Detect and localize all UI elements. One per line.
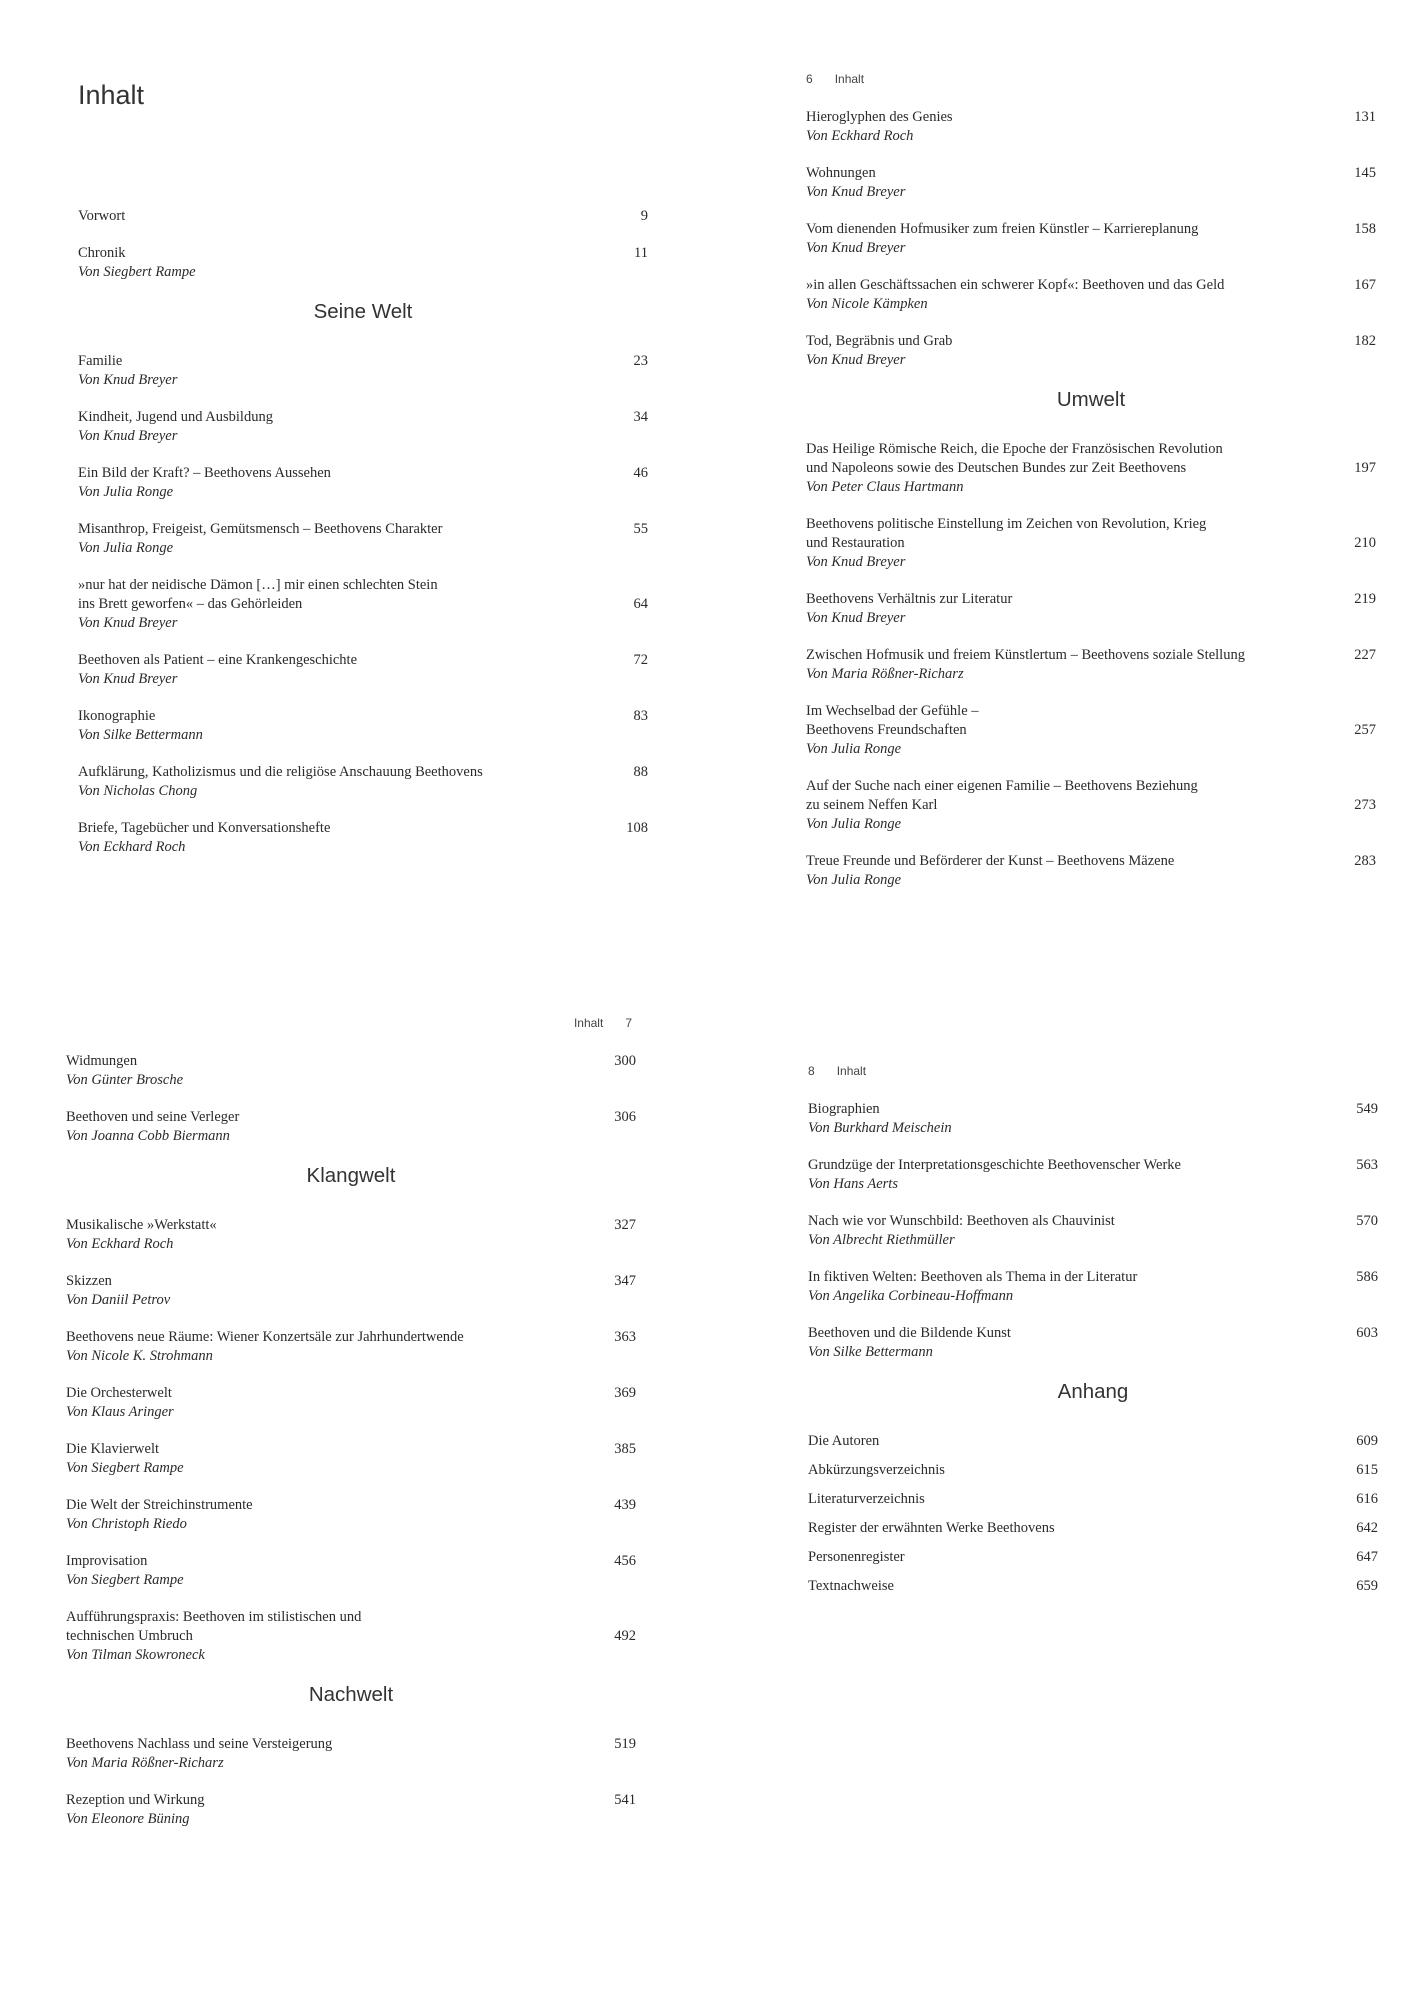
entry-title: Beethovens Verhältnis zur Literatur	[806, 591, 1013, 607]
entry-page-number: 83	[633, 708, 648, 724]
entry-page-number: 603	[1356, 1325, 1378, 1341]
toc-entry-text	[808, 1548, 905, 1567]
entry-title: Die Welt der Streichinstrumente	[66, 1497, 253, 1513]
toc-entry	[66, 1440, 636, 1478]
entry-author: Von Silke Bettermann	[808, 1344, 933, 1360]
toc-entry-text	[66, 1735, 332, 1773]
toc-list	[66, 1052, 636, 1829]
toc-entry-text	[808, 1324, 1011, 1362]
toc-entry-text	[806, 332, 952, 370]
entry-page-number: 182	[1354, 333, 1376, 349]
entry-title: Chronik	[78, 245, 126, 261]
entry-title: Treue Freunde und Beförderer der Kunst – Beethovens Mäzene	[806, 853, 1175, 869]
entry-title: Wohnungen	[806, 165, 876, 181]
section-heading: Seine Welt	[313, 300, 413, 323]
entry-page-number: 549	[1356, 1101, 1378, 1117]
toc-entry	[806, 276, 1376, 314]
entry-page-number: 615	[1356, 1462, 1378, 1478]
page-title: Inhalt	[78, 80, 145, 110]
entry-page-number: 385	[614, 1441, 636, 1457]
entry-author: Von Knud Breyer	[806, 610, 906, 626]
toc-entry	[808, 1156, 1378, 1194]
entry-title: Abkürzungsverzeichnis	[808, 1462, 945, 1478]
toc-entry	[78, 352, 648, 390]
toc-entry-text	[78, 408, 273, 446]
entry-author: Von Julia Ronge	[806, 741, 902, 757]
entry-title: Hieroglyphen des Genies	[806, 109, 953, 125]
entry-title: Rezeption und Wirkung	[66, 1792, 205, 1808]
entry-page-number: 219	[1354, 591, 1376, 607]
toc-entry-text	[78, 576, 438, 633]
toc-entry	[808, 1432, 1378, 1451]
entry-page-number: 108	[626, 820, 648, 836]
entry-author: Von Klaus Aringer	[66, 1404, 174, 1420]
entry-page-number: 210	[1354, 535, 1376, 551]
entry-page-number: 563	[1356, 1157, 1378, 1173]
entry-author: Von Siegbert Rampe	[66, 1572, 184, 1588]
entry-title: Register der erwähnten Werke Beethovens	[808, 1520, 1055, 1536]
toc-entry	[806, 777, 1376, 834]
entry-author: Von Eleonore Büning	[66, 1811, 190, 1827]
entry-author: Von Julia Ronge	[806, 872, 902, 888]
entry-title: Die Orchesterwelt	[66, 1385, 172, 1401]
entry-author: Von Burkhard Meischein	[808, 1120, 952, 1136]
toc-entry-text	[78, 520, 442, 558]
toc-entry-text	[66, 1216, 217, 1254]
page-number: 7	[625, 1016, 632, 1030]
entry-title: Auf der Suche nach einer eigenen Familie – Beethovens Beziehung zu seinem Neffen Karl	[806, 778, 1198, 813]
toc-entry	[806, 646, 1376, 684]
entry-page-number: 647	[1356, 1549, 1378, 1565]
entry-author: Von Christoph Riedo	[66, 1516, 187, 1532]
entry-title: Im Wechselbad der Gefühle – Beethovens Freundschaften	[806, 703, 979, 738]
toc-entry	[808, 1268, 1378, 1306]
toc-page-5	[78, 72, 648, 875]
entry-page-number: 586	[1356, 1269, 1378, 1285]
entry-author: Von Julia Ronge	[806, 816, 902, 832]
toc-entry	[78, 651, 648, 689]
entry-page-number: 131	[1354, 109, 1376, 125]
entry-title: Literaturverzeichnis	[808, 1491, 925, 1507]
entry-title: Das Heilige Römische Reich, die Epoche der Französischen Revolution und Napoleons sowie des Deutschen Bundes zur Zeit Beethovens	[806, 441, 1223, 476]
toc-entry	[808, 1577, 1378, 1596]
toc-entry-text	[66, 1328, 464, 1366]
toc-entry	[808, 1100, 1378, 1138]
entry-author: Von Eckhard Roch	[78, 839, 186, 855]
entry-page-number: 300	[614, 1053, 636, 1069]
toc-entry-text	[66, 1108, 239, 1146]
toc-entry-text	[808, 1100, 952, 1138]
toc-entry	[66, 1216, 636, 1254]
toc-entry-text	[806, 164, 905, 202]
entry-author: Von Angelika Corbineau-Hoffmann	[808, 1288, 1014, 1304]
entry-title: Widmungen	[66, 1053, 138, 1069]
entry-page-number: 72	[633, 652, 648, 668]
toc-entry-text	[806, 852, 1174, 890]
toc-page-6	[806, 72, 1376, 908]
entry-author: Von Knud Breyer	[78, 372, 178, 388]
section-heading: Umwelt	[1056, 388, 1126, 411]
toc-entry	[78, 819, 648, 857]
entry-author: Von Maria Rößner-Richarz	[66, 1755, 224, 1771]
toc-page-8	[808, 1064, 1378, 1606]
toc-entry-text	[78, 819, 330, 857]
entry-page-number: 46	[633, 465, 648, 481]
entry-page-number: 88	[633, 764, 648, 780]
entry-title: Aufführungspraxis: Beethoven im stilistischen und technischen Umbruch	[66, 1609, 362, 1644]
entry-page-number: 347	[614, 1273, 636, 1289]
entry-title: Musikalische »Werkstatt«	[66, 1217, 217, 1233]
running-header-label: Inhalt	[573, 1016, 604, 1030]
entry-title: Skizzen	[66, 1273, 112, 1289]
toc-entry-text	[806, 646, 1245, 684]
entry-title: Die Autoren	[808, 1433, 880, 1449]
entry-title: Misanthrop, Freigeist, Gemütsmensch – Beethovens Charakter	[78, 521, 443, 537]
toc-entry-text	[78, 763, 483, 801]
toc-entry-text	[66, 1440, 184, 1478]
toc-entry	[78, 244, 648, 282]
entry-title: Improvisation	[66, 1553, 148, 1569]
toc-entry	[66, 1496, 636, 1534]
toc-entry	[806, 108, 1376, 146]
entry-page-number: 659	[1356, 1578, 1378, 1594]
toc-entry-text	[78, 244, 196, 282]
toc-entry	[806, 440, 1376, 497]
entry-page-number: 363	[614, 1329, 636, 1345]
toc-entry-text	[66, 1052, 183, 1090]
toc-entry-text	[808, 1577, 894, 1596]
section-heading: Anhang	[1057, 1380, 1129, 1403]
entry-title: Briefe, Tagebücher und Konversationshefte	[78, 820, 331, 836]
toc-entry	[66, 1272, 636, 1310]
entry-title: Familie	[78, 353, 123, 369]
entry-author: Von Knud Breyer	[78, 428, 178, 444]
toc-entry	[806, 164, 1376, 202]
toc-entry	[78, 408, 648, 446]
toc-entry-text	[806, 440, 1223, 497]
entry-author: Von Knud Breyer	[806, 554, 906, 570]
entry-author: Von Julia Ronge	[78, 540, 174, 556]
entry-page-number: 145	[1354, 165, 1376, 181]
entry-page-number: 369	[614, 1385, 636, 1401]
entry-title: »nur hat der neidische Dämon […] mir einen schlechten Stein ins Brett geworfen« – das Gehörleiden	[78, 577, 438, 612]
entry-page-number: 541	[614, 1792, 636, 1808]
running-header-label: Inhalt	[836, 1064, 867, 1078]
entry-title: Beethoven als Patient – eine Krankengeschichte	[78, 652, 358, 668]
toc-entry-text	[78, 207, 125, 226]
entry-author: Von Knud Breyer	[78, 671, 178, 687]
toc-entry	[806, 590, 1376, 628]
entry-author: Von Knud Breyer	[806, 184, 906, 200]
toc-entry-text	[806, 108, 953, 146]
toc-entry-text	[808, 1490, 925, 1509]
entry-author: Von Peter Claus Hartmann	[806, 479, 964, 495]
entry-title: Beethovens neue Räume: Wiener Konzertsäle zur Jahrhundertwende	[66, 1329, 464, 1345]
toc-entry-text	[78, 707, 203, 745]
entry-page-number: 273	[1354, 797, 1376, 813]
entry-title: Beethovens politische Einstellung im Zeichen von Revolution, Krieg und Restauration	[806, 516, 1207, 551]
toc-entry-text	[806, 777, 1198, 834]
entry-title: In fiktiven Welten: Beethoven als Thema in der Literatur	[808, 1269, 1138, 1285]
entry-title: »in allen Geschäftssachen ein schwerer Kopf«: Beethoven und das Geld	[806, 277, 1225, 293]
page-number: 8	[808, 1064, 815, 1078]
entry-page-number: 23	[633, 353, 648, 369]
entry-page-number: 327	[614, 1217, 636, 1233]
entry-title: Die Klavierwelt	[66, 1441, 160, 1457]
entry-author: Von Knud Breyer	[806, 352, 906, 368]
toc-entry	[808, 1490, 1378, 1509]
entry-title: Biographien	[808, 1101, 880, 1117]
toc-entry	[66, 1108, 636, 1146]
toc-list	[808, 1100, 1378, 1596]
entry-author: Von Siegbert Rampe	[66, 1460, 184, 1476]
toc-entry	[808, 1461, 1378, 1480]
toc-entry-text	[808, 1519, 1055, 1538]
entry-author: Von Tilman Skowroneck	[66, 1647, 205, 1663]
entry-author: Von Albrecht Riethmüller	[808, 1232, 955, 1248]
entry-page-number: 570	[1356, 1213, 1378, 1229]
toc-entry	[66, 1791, 636, 1829]
toc-entry	[806, 702, 1376, 759]
toc-entry	[806, 515, 1376, 572]
toc-entry-text	[66, 1552, 184, 1590]
toc-entry-text	[78, 352, 177, 390]
toc-entry	[78, 707, 648, 745]
running-header	[808, 1064, 1378, 1080]
toc-entry-text	[808, 1432, 879, 1451]
running-header	[806, 72, 1376, 88]
toc-entry-text	[806, 220, 1198, 258]
toc-entry-text	[806, 276, 1224, 314]
page-number: 6	[806, 72, 813, 86]
entry-title: Kindheit, Jugend und Ausbildung	[78, 409, 273, 425]
toc-entry	[78, 207, 648, 226]
entry-author: Von Maria Rößner-Richarz	[806, 666, 964, 682]
entry-title: Tod, Begräbnis und Grab	[806, 333, 953, 349]
toc-entry	[66, 1552, 636, 1590]
entry-title: Beethoven und die Bildende Kunst	[808, 1325, 1011, 1341]
entry-author: Von Nicole Kämpken	[806, 296, 928, 312]
toc-entry	[78, 576, 648, 633]
toc-entry	[808, 1212, 1378, 1250]
toc-entry-text	[66, 1496, 253, 1534]
entry-page-number: 519	[614, 1736, 636, 1752]
toc-list	[78, 207, 648, 857]
toc-entry-text	[808, 1461, 945, 1480]
entry-page-number: 158	[1354, 221, 1376, 237]
entry-page-number: 227	[1354, 647, 1376, 663]
toc-entry	[66, 1735, 636, 1773]
entry-title: Beethoven und seine Verleger	[66, 1109, 240, 1125]
entry-author: Von Eckhard Roch	[66, 1236, 174, 1252]
entry-author: Von Günter Brosche	[66, 1072, 184, 1088]
toc-entry	[66, 1608, 636, 1665]
toc-entry	[66, 1384, 636, 1422]
toc-entry-text	[78, 651, 357, 689]
toc-entry	[66, 1328, 636, 1366]
entry-page-number: 456	[614, 1553, 636, 1569]
entry-author: Von Hans Aerts	[808, 1176, 898, 1192]
entry-author: Von Julia Ronge	[78, 484, 174, 500]
toc-entry	[806, 852, 1376, 890]
section-heading: Nachwelt	[308, 1683, 394, 1706]
entry-author: Von Daniil Petrov	[66, 1292, 171, 1308]
entry-page-number: 64	[633, 596, 648, 612]
toc-entry	[808, 1519, 1378, 1538]
entry-title: Textnachweise	[808, 1578, 894, 1594]
section-heading: Klangwelt	[306, 1164, 396, 1187]
entry-title: Grundzüge der Interpretationsgeschichte Beethovenscher Werke	[808, 1157, 1181, 1173]
toc-entry	[78, 763, 648, 801]
toc-entry-text	[806, 515, 1206, 572]
toc-entry-text	[808, 1212, 1115, 1250]
entry-page-number: 167	[1354, 277, 1376, 293]
entry-author: Von Eckhard Roch	[806, 128, 914, 144]
entry-page-number: 257	[1354, 722, 1376, 738]
toc-entry-text	[808, 1156, 1181, 1194]
toc-entry-text	[66, 1791, 205, 1829]
entry-page-number: 283	[1354, 853, 1376, 869]
entry-title: Ein Bild der Kraft? – Beethovens Aussehen	[78, 465, 331, 481]
entry-page-number: 492	[614, 1628, 636, 1644]
entry-page-number: 642	[1356, 1520, 1378, 1536]
toc-entry-text	[66, 1384, 174, 1422]
toc-entry-text	[66, 1272, 170, 1310]
entry-author: Von Silke Bettermann	[78, 727, 203, 743]
toc-entry	[808, 1548, 1378, 1567]
toc-entry	[806, 220, 1376, 258]
entry-page-number: 55	[633, 521, 648, 537]
toc-entry-text	[806, 590, 1012, 628]
toc-entry	[806, 332, 1376, 370]
toc-entry-text	[78, 464, 331, 502]
entry-page-number: 306	[614, 1109, 636, 1125]
entry-title: Beethovens Nachlass und seine Versteigerung	[66, 1736, 333, 1752]
toc-page-7	[66, 1016, 636, 1847]
entry-title: Vom dienenden Hofmusiker zum freien Künstler – Karriereplanung	[806, 221, 1199, 237]
entry-page-number: 11	[634, 245, 648, 261]
toc-entry-text	[806, 702, 979, 759]
entry-title: Nach wie vor Wunschbild: Beethoven als Chauvinist	[808, 1213, 1115, 1229]
entry-page-number: 616	[1356, 1491, 1378, 1507]
entry-author: Von Joanna Cobb Biermann	[66, 1128, 230, 1144]
entry-author: Von Nicole K. Strohmann	[66, 1348, 213, 1364]
toc-entry-text	[808, 1268, 1137, 1306]
entry-author: Von Siegbert Rampe	[78, 264, 196, 280]
entry-title: Aufklärung, Katholizismus und die religiöse Anschauung Beethovens	[78, 764, 483, 780]
running-header-label: Inhalt	[834, 72, 865, 86]
toc-entry	[78, 464, 648, 502]
entry-author: Von Knud Breyer	[78, 615, 178, 631]
entry-author: Von Knud Breyer	[806, 240, 906, 256]
entry-title: Vorwort	[78, 208, 126, 224]
toc-list	[806, 108, 1376, 890]
entry-page-number: 9	[640, 208, 648, 224]
running-header	[66, 1016, 636, 1032]
entry-title: Personenregister	[808, 1549, 905, 1565]
entry-page-number: 439	[614, 1497, 636, 1513]
entry-title: Ikonographie	[78, 708, 156, 724]
entry-title: Zwischen Hofmusik und freiem Künstlertum – Beethovens soziale Stellung	[806, 647, 1245, 663]
entry-author: Von Nicholas Chong	[78, 783, 198, 799]
toc-entry	[808, 1324, 1378, 1362]
entry-page-number: 34	[633, 409, 648, 425]
entry-page-number: 197	[1354, 460, 1376, 476]
toc-entry	[66, 1052, 636, 1090]
entry-page-number: 609	[1356, 1433, 1378, 1449]
toc-entry-text	[66, 1608, 361, 1665]
toc-entry	[78, 520, 648, 558]
